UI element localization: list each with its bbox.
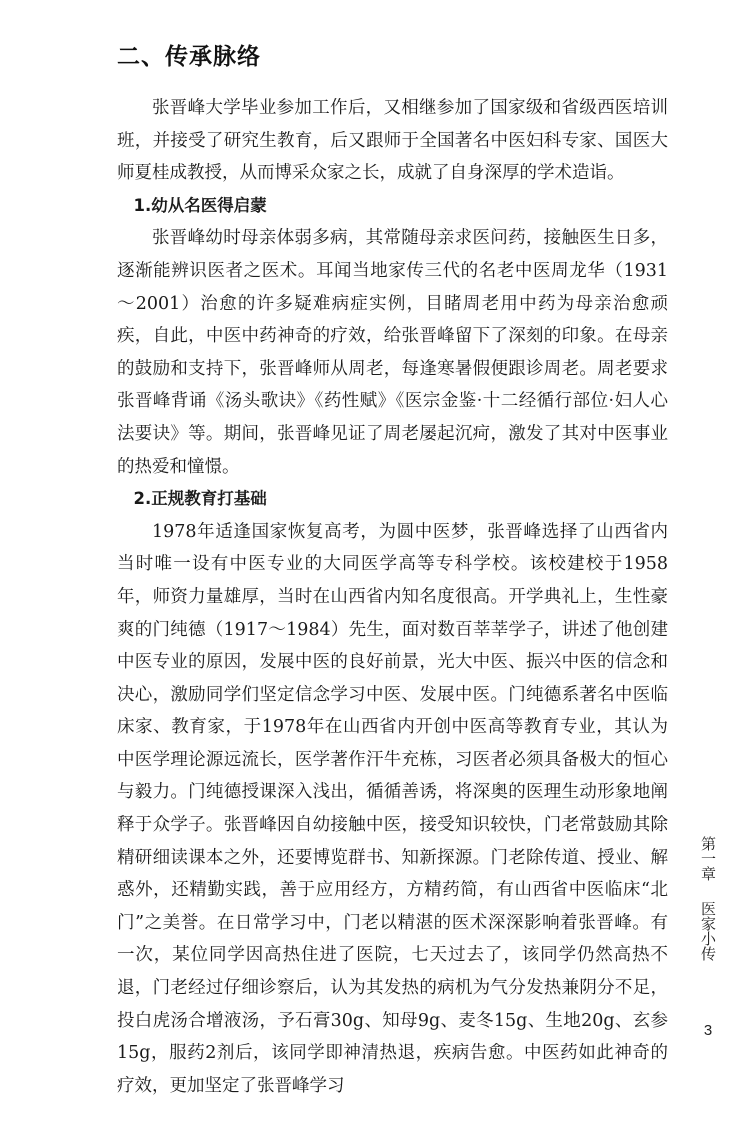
intro-paragraph: 张晋峰大学毕业参加工作后，又相继参加了国家级和省级西医培训班，并接受了研究生教育，后又跟师于全国著名中医妇科专家、国医大师夏桂成教授，从而博采众家之长，成就了自身深厚的学术造诣。 — [117, 98, 668, 184]
sidebar-spacer — [697, 881, 719, 901]
chapter-number: 第一章 — [699, 836, 717, 881]
section-title: 二、传承脉络 — [117, 44, 261, 70]
page-number: 3 — [703, 1022, 713, 1039]
subsection-2-title: 2.正规教育打基础 — [133, 489, 267, 509]
chapter-side-label — [697, 836, 719, 961]
subsection-1-paragraph: 张晋峰幼时母亲体弱多病，其常随母亲求医问药，接触医生日多，逐渐能辨识医者之医术。耳闻当地家传三代的名老中医周龙华（1931～2001）治愈的许多疑难病症实例，目睹周老用中药为母亲治愈顽疾，自此，中医中药神奇的疗效，给张晋峰留下了深刻的印象。在母亲的鼓励和支持下，张晋峰师从周老，每逢寒暑假便跟诊周老。周老要求张晋峰背诵《汤头歌诀》《药性赋》《医宗金鉴·十二经循行部位·妇人心法要诀》等。期间，张晋峰见证了周老屡起沉疴，激发了其对中医事业的热爱和憧憬。 — [117, 228, 668, 477]
subsection-2-paragraph: 1978年适逢国家恢复高考，为圆中医梦，张晋峰选择了山西省内当时唯一设有中医专业的大同医学高等专科学校。该校建校于1958年，师资力量雄厚，当时在山西省内知名度很高。开学典礼上，生性豪爽的门纯德（1917～1984）先生，面对数百莘莘学子，讲述了他创建中医专业的原因，发展中医的良好前景，光大中医、振兴中医的信念和决心，激励同学们坚定信念学习中医、发展中医。门纯德系著名中医临床家、教育家，于1978年在山西省内开创中医高等教育专业，其认为中医学理论源远流长，医学著作汗牛充栋，习医者必须具备极大的恒心与毅力。门纯德授课深入浅出，循循善诱，将深奥的医理生动形象地阐释于众学子。张晋峰因自幼接触中医，接受知识较快，门老常鼓励其除精研细读课本之外，还要博览群书、知新探源。门老除传道、授业、解惑外，还精勤实践，善于应用经方，方精药简，有山西省中医临床“北门”之美誉。在日常学习中，门老以精湛的医术深深影响着张晋峰。有一次，某位同学因高热住进了医院，七天过去了，该同学仍然高热不退，门老经过仔细诊察后，认为其发热的病机为气分发热兼阴分不足，投白虎汤合增液汤，予石膏30g、知母9g、麦冬15g、生地20g、玄参15g，服药2剂后，该同学即神清热退，疾病告愈。中医药如此神奇的疗效，更加坚定了张晋峰学习 — [117, 521, 668, 1096]
chapter-title: 医家小传 — [699, 901, 717, 961]
body-text — [117, 92, 668, 1102]
subsection-1-title: 1.幼从名医得启蒙 — [133, 195, 267, 215]
